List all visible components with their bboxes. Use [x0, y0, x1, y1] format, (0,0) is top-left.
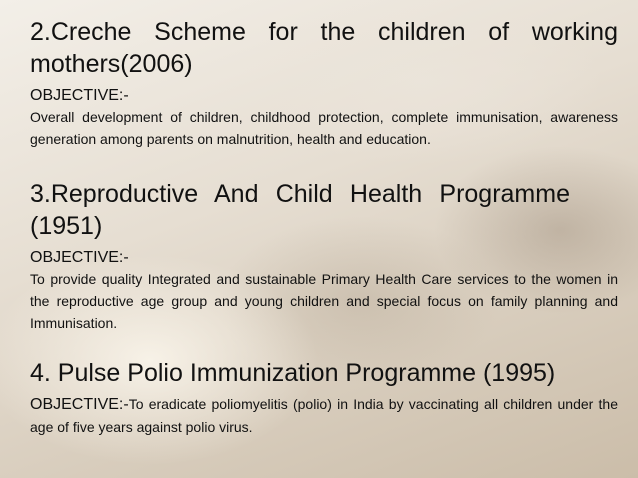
section-pulse-polio — [30, 357, 618, 438]
objective-label: OBJECTIVE:- — [30, 87, 129, 104]
objective-label: OBJECTIVE:- — [30, 396, 129, 413]
objective-paragraph — [30, 393, 618, 438]
section-title-line-1: 2.Creche Scheme for the children of working — [30, 18, 618, 46]
objective-text: To provide quality Integrated and sustainable Primary Health Care services to the women in the reproductive age group and young children and special focus on family planning and Immunisation. — [30, 271, 618, 331]
section-title — [30, 16, 618, 80]
section-reproductive-child-health — [30, 178, 618, 334]
objective-text: Overall development of children, childhood protection, complete immunisation, awareness generation among parents on malnutrition, health and education. — [30, 109, 618, 147]
objective-label: OBJECTIVE:- — [30, 249, 129, 266]
section-creche-scheme — [30, 16, 618, 150]
section-title: 3.Reproductive And Child Health Programme (1951) — [30, 180, 570, 240]
section-title: 4. Pulse Polio Immunization Programme (1995) — [30, 359, 556, 387]
objective-text: To eradicate poliomyelitis (polio) in India by vaccinating all children under the age of five years against polio virus. — [30, 396, 618, 435]
section-title-line-2: mothers(2006) — [30, 50, 193, 78]
